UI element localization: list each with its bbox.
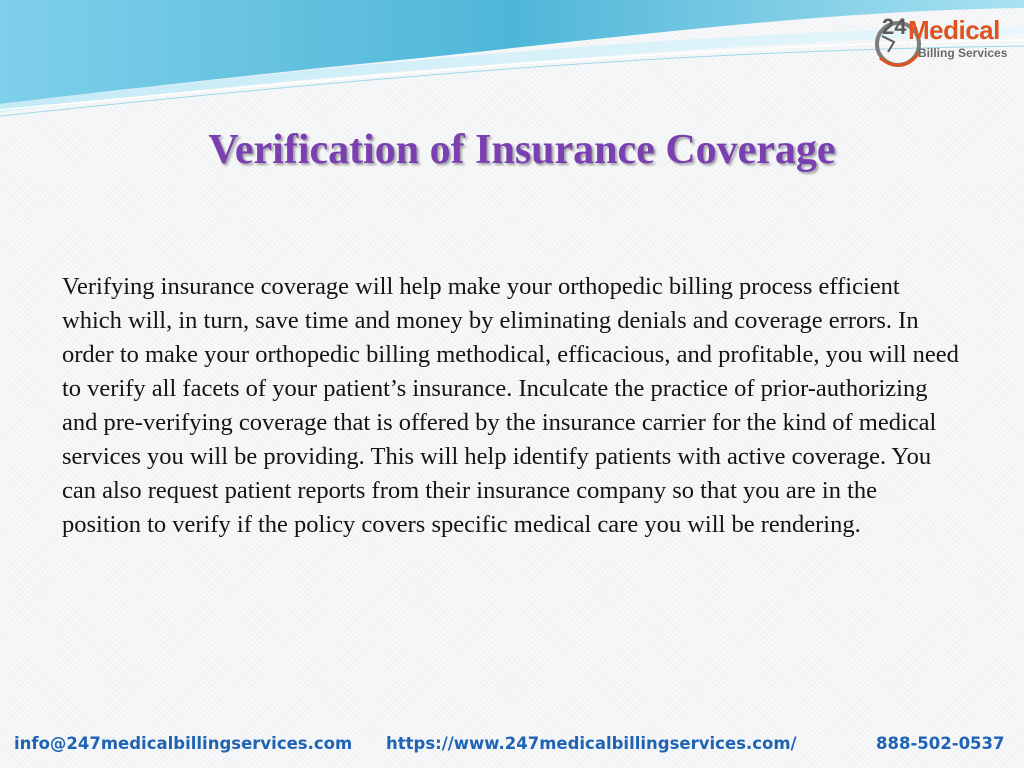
logo-wordmark: Medical [908, 15, 1000, 45]
footer-contact-bar [0, 734, 1024, 760]
footer-email-link[interactable]: info@247medicalbillingservices.com [14, 734, 353, 753]
logo-subtitle: Billing Services [918, 46, 1008, 60]
footer-website-link[interactable]: https://www.247medicalbillingservices.com/ [386, 734, 797, 753]
slide-title: Verification of Insurance Coverage [208, 127, 836, 173]
logo-number: 24 [882, 14, 907, 39]
slide-body-paragraph: Verifying insurance coverage will help make your orthopedic billing process efficient which will, in turn, save time and money by eliminating denials and coverage errors. In order to make your orthopedic billing methodical, efficacious, and profitable, you will need to verify all facets of your patient’s insurance. Inculcate the practice of prior-authorizing and pre-verifying coverage that is offered by the insurance carrier for the kind of medical services you will be providing. This will help identify patients with active coverage. You can also request patient reports from their insurance company so that you are in the position to verify if the policy covers specific medical care you will be rendering. [62, 273, 959, 538]
footer-phone-number[interactable]: 888-502-0537 [876, 734, 1005, 753]
header-swoosh-decoration [0, 0, 1024, 120]
company-logo [872, 12, 1020, 76]
